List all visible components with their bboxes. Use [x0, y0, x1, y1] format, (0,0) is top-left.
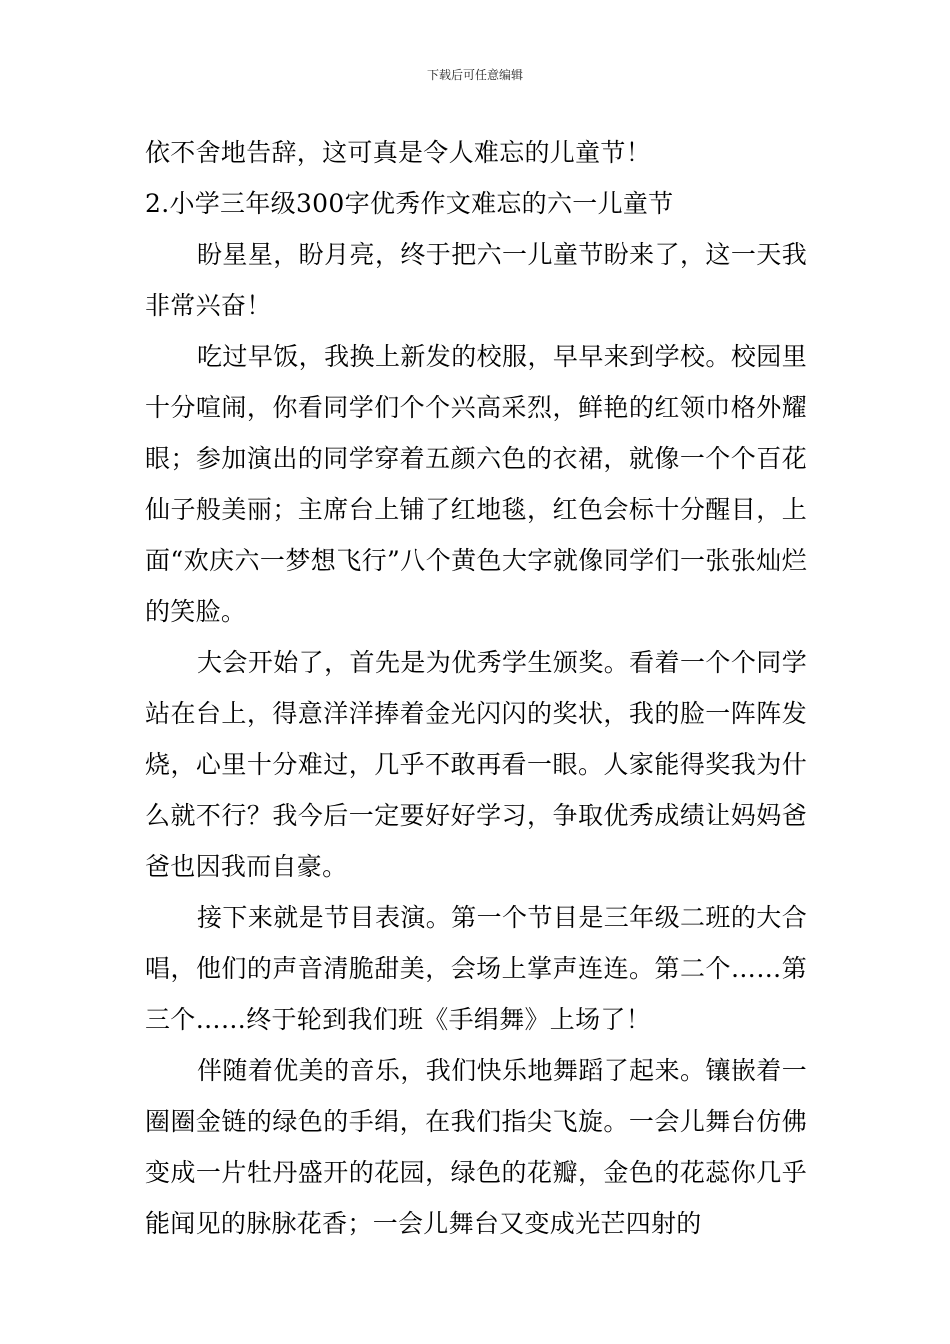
paragraph: 伴随着优美的音乐，我们快乐地舞蹈了起来。镶嵌着一圈圈金链的绿色的手绢，在我们指尖飞旋。一会儿舞台仿佛变成一片牡丹盛开的花园，绿色的花瓣，金色的花蕊你几乎能闻见的脉脉花香；一会儿舞台又变成光芒四射的	[145, 1056, 807, 1238]
document-body	[145, 127, 807, 1249]
paragraph-continuation: 依不舍地告辞，这可真是令人难忘的儿童节！	[145, 138, 652, 167]
page-header: 下载后可任意编辑	[426, 68, 523, 82]
paragraph: 盼星星，盼月亮，终于把六一儿童节盼来了，这一天我非常兴奋！	[145, 240, 807, 320]
paragraph: 吃过早饭，我换上新发的校服，早早来到学校。校园里十分喧闹，你看同学们个个兴高采烈，鲜艳的红领巾格外耀眼；参加演出的同学穿着五颜六色的衣裙，就像一个个百花仙子般美丽；主席台上铺了红地毯，红色会标十分醒目，上面“欢庆六一梦想飞行”八个黄色大字就像同学们一张张灿烂的笑脸。	[145, 342, 807, 626]
paragraph: 大会开始了，首先是为优秀学生颁奖。看着一个个同学站在台上，得意洋洋捧着金光闪闪的奖状，我的脸一阵阵发烧，心里十分难过，几乎不敢再看一眼。人家能得奖我为什么就不行？我今后一定要好好学习，争取优秀成绩让妈妈爸爸也因我而自豪。	[145, 648, 807, 881]
section-heading: 2.小学三年级300字优秀作文难忘的六一儿童节	[145, 189, 674, 218]
paragraph: 接下来就是节目表演。第一个节目是三年级二班的大合唱，他们的声音清脆甜美，会场上掌声连连。第二个……第三个……终于轮到我们班《手绢舞》上场了！	[145, 903, 807, 1034]
